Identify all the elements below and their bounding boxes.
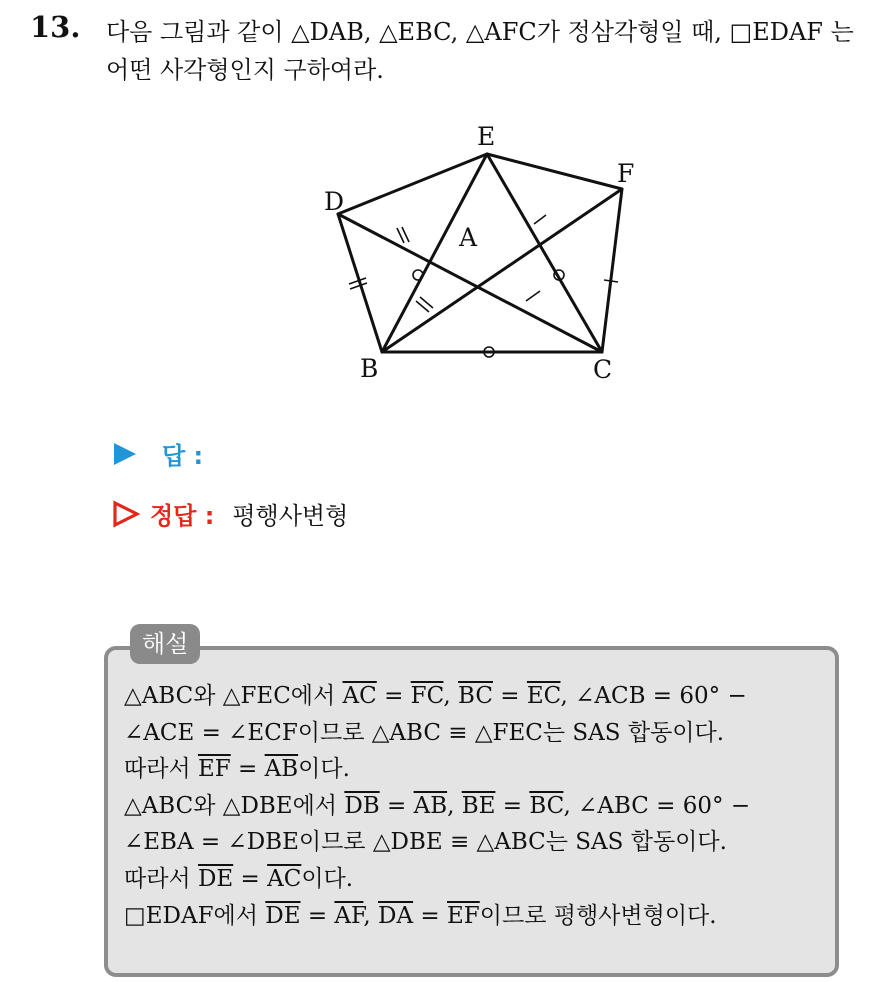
solution-text-run: = xyxy=(300,902,335,929)
solution-text-run: △ABC와 △FEC에서 xyxy=(124,683,343,709)
play-triangle-icon xyxy=(112,441,138,467)
question-text: 다음 그림과 같이 △DAB, △EBC, △AFC가 정삼각형일 때, □EDAF 는 어떤 사각형인지 구하여라. xyxy=(106,18,854,84)
edge-outline xyxy=(338,154,622,352)
segment-notation: $\overline{BC}$ xyxy=(529,792,564,819)
segment-notation: $\overline{EF}$ xyxy=(197,756,231,783)
solution-text xyxy=(124,678,824,934)
solution-text-run: ∠ACE = ∠ECF이므로 △ABC ≡ △FEC는 SAS 합동이다. xyxy=(124,719,725,746)
solution-line xyxy=(124,751,824,788)
segment-notation: $\overline{DE}$ xyxy=(265,902,301,929)
solution-line xyxy=(124,824,824,861)
solution-line xyxy=(124,678,824,715)
solution-tab: 해설 xyxy=(130,624,200,664)
solution-text-run: 이다. xyxy=(298,756,350,783)
solution-text-run: 이므로 평행사변형이다. xyxy=(479,902,717,929)
correct-answer-value: 평행사변형 xyxy=(232,502,349,530)
solution-text-run: = xyxy=(376,683,411,709)
solution-text-run: = xyxy=(495,792,530,819)
label-a: A xyxy=(459,223,478,252)
label-f: F xyxy=(617,159,635,188)
solution-text-run: = xyxy=(230,756,265,783)
answer-label: 답 : xyxy=(162,442,204,470)
solution-line xyxy=(124,861,824,898)
segment-notation: $\overline{FC}$ xyxy=(410,683,444,709)
segment-notation: $\overline{AB}$ xyxy=(264,756,299,783)
outline-triangle-icon xyxy=(112,500,140,528)
solution-text-run: 따라서 xyxy=(124,756,198,783)
solution-text-run: , xyxy=(443,683,459,709)
segment-notation: $\overline{AC}$ xyxy=(267,865,302,892)
solution-text-run: □EDAF에서 xyxy=(124,902,266,929)
solution-text-run: = xyxy=(413,902,448,929)
segment-notation: $\overline{BE}$ xyxy=(461,792,496,819)
solution-text-run: = xyxy=(379,792,414,819)
question-number: 13. xyxy=(30,10,81,44)
solution-text-run: ∠EBA = ∠DBE이므로 △DBE ≡ △ABC는 SAS 합동이다. xyxy=(124,829,727,856)
label-c: C xyxy=(593,355,613,384)
solution-text-run: 따라서 xyxy=(124,865,198,892)
solution-text-run: = xyxy=(492,683,527,709)
label-d: D xyxy=(324,187,345,216)
solution-line xyxy=(124,788,824,825)
segment-notation: $\overline{BC}$ xyxy=(458,683,493,709)
segment-notation: $\overline{DA}$ xyxy=(378,902,414,929)
correct-answer-row xyxy=(112,496,348,531)
geometry-figure xyxy=(312,118,642,388)
edge-b-e xyxy=(382,154,487,352)
label-e: E xyxy=(477,122,496,151)
solution-text-run: , ∠ABC = 60° − xyxy=(563,792,751,819)
segment-notation: $\overline{DB}$ xyxy=(344,792,380,819)
solution-text-run: 이다. xyxy=(301,865,354,892)
segment-notation: $\overline{AB}$ xyxy=(413,792,448,819)
segment-notation: $\overline{EC}$ xyxy=(526,683,561,709)
solution-text-run: , xyxy=(363,902,379,929)
label-b: B xyxy=(360,354,379,383)
segment-notation: $\overline{DE}$ xyxy=(197,865,234,892)
correct-answer-label: 정답 : xyxy=(150,502,215,530)
solution-line xyxy=(124,898,824,935)
solution-text-run: , xyxy=(447,792,462,819)
segment-notation: $\overline{EF}$ xyxy=(447,902,480,929)
solution-text-run: = xyxy=(233,865,268,892)
segment-notation: $\overline{AC}$ xyxy=(342,683,377,709)
solution-text-run: △ABC와 △DBE에서 xyxy=(124,792,345,819)
segment-notation: $\overline{AF}$ xyxy=(334,902,364,929)
solution-line xyxy=(124,715,824,752)
solution-text-run: , ∠ACB = 60° − xyxy=(560,683,747,709)
answer-row xyxy=(112,436,203,471)
